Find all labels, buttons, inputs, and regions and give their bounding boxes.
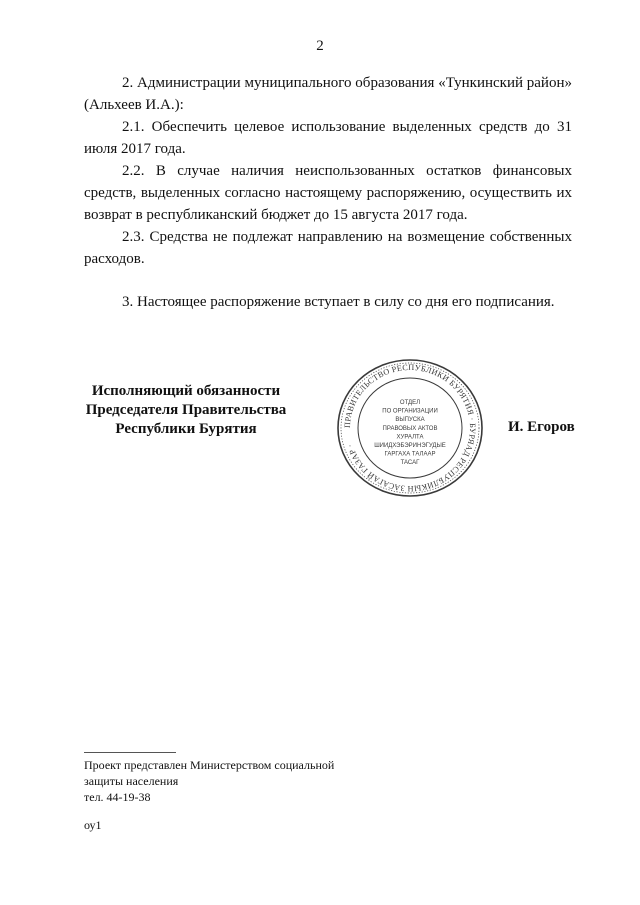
seal-center-text [374, 400, 446, 466]
paragraph-2-3: 2.3. Средства не подлежат направлению на возмещение собственных расходов. [84, 229, 572, 267]
signatory-title [70, 382, 302, 439]
footnote [84, 757, 334, 833]
seal-center-line: ПРАВОВЫХ АКТОВ [382, 425, 438, 432]
paragraph-2-1: 2.1. Обеспечить целевое использование выделенных средств до 31 июля 2017 года. [84, 119, 572, 157]
signatory-name: И. Егоров [508, 419, 575, 435]
footnote-divider [84, 752, 176, 753]
seal-center-line: ВЫПУСКА [395, 417, 425, 424]
footnote-code: оу1 [84, 818, 102, 832]
paragraph-2: 2. Администрации муниципального образования «Тункинский район» (Альхеев И.А.): [84, 75, 572, 113]
seal-center-line: ХУРАЛТА [396, 434, 424, 441]
signatory-title-line: Республики Бурятия [115, 421, 257, 437]
signatory-title-line: Председателя Правительства [85, 402, 287, 418]
footnote-line: защиты населения [84, 774, 179, 788]
paragraph-2-2: 2.2. В случае наличия неиспользованных остатков финансовых средств, выделенных согласно настоящему распоряжению, осуществить их возврат в республиканский бюджет до 15 августа 2017 года. [84, 163, 572, 223]
seal-ring-text-path: ПРАВИТЕЛЬСТВО РЕСПУБЛИКИ БУРЯТИЯ · БУРЯАД РЕСПУБЛИКЫН ЗАСАГАЙ ГАЗАР · [342, 362, 478, 494]
official-seal [325, 358, 495, 498]
footnote-line: Проект представлен Министерством социальной [84, 758, 335, 772]
seal-center-line: ШИИДХЭБЭРИНЭГУДЫЕ [374, 443, 446, 449]
seal-center-line: ТАСАГ [400, 460, 420, 467]
signatory-title-line: Исполняющий обязанности [91, 383, 281, 399]
seal-center-line: ГАРГАХА ТАЛААР [384, 451, 436, 458]
seal-center-line: ОТДЕЛ [399, 400, 421, 406]
page-number: 2 [316, 38, 324, 54]
seal-center-line: ПО ОРГАНИЗАЦИИ [382, 408, 438, 415]
footnote-phone: тел. 44-19-38 [84, 790, 151, 804]
paragraph-3: 3. Настоящее распоряжение вступает в силу со дня его подписания. [122, 294, 555, 310]
document-body [84, 72, 572, 313]
